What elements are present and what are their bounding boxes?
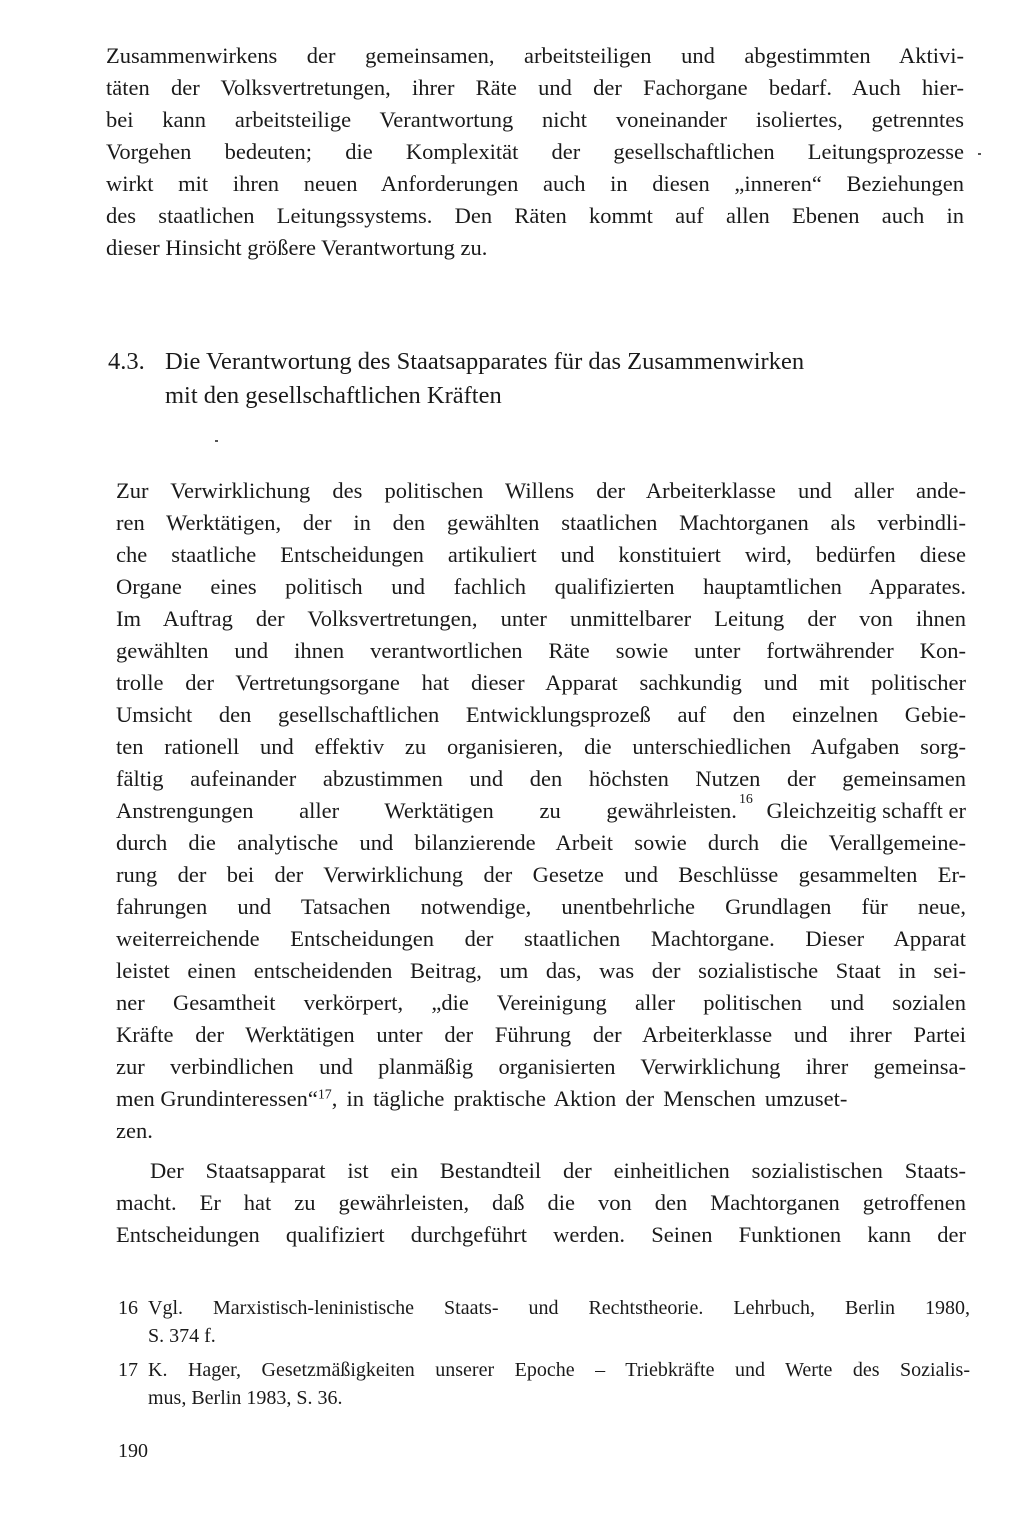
footnote-number: 16 [118,1297,138,1319]
text-line: fahrungen und Tatsachen notwendige, unentbehrliche Grundlagen für neue, [116,894,966,919]
text-line: che staatliche Entscheidungen artikuliert und konstituiert wird, bedürfen diese [116,542,966,567]
text-line: ten rationell und effektiv zu organisieren, die unterschiedlichen Aufgaben sorg- [116,734,966,759]
text-line: Zur Verwirklichung des politischen Willens der Arbeiterklasse und aller ande- [116,478,966,503]
footnote-text: S. 374 f. [148,1325,216,1347]
text-line: Im Auftrag der Volksvertretungen, unter unmittelbarer Leitung der von ihnen [116,606,966,631]
text-line: ner Gesamtheit verkörpert, „die Vereinigung aller politischen und sozialen [116,990,966,1015]
text-line: Vorgehen bedeuten; die Komplexität der gesellschaftlichen Leitungsprozesse [106,139,964,164]
text-line [116,792,966,823]
text-line: Kräfte der Werktätigen unter der Führung der Arbeiterklasse und ihrer Partei [116,1022,966,1047]
page-number: 190 [118,1440,148,1462]
text-line: trolle der Vertretungsorgane hat dieser Apparat sachkundig und mit politischer [116,670,966,695]
text-line: Entscheidungen qualifiziert durchgeführt werden. Seinen Funktionen kann der [116,1222,966,1247]
text-line: Zusammenwirkens der gemeinsamen, arbeitsteiligen und abgestimmten Aktivi- [106,43,964,68]
text-line [116,1088,966,1111]
text-line: Organe eines politisch und fachlich qualifizierten hauptamtlichen Apparates. [116,574,966,599]
footnote-number: 17 [118,1359,138,1381]
footnote-ref-16[interactable]: 16 [738,792,753,807]
text-line: leistet einen entscheidenden Beitrag, um das, was der sozialistische Staat in sei- [116,958,966,983]
text-line: wirkt mit ihren neuen Anforderungen auch in diesen „inneren“ Beziehungen [106,171,964,196]
section-number: 4.3. [108,348,145,375]
text-line: dieser Hinsicht größere Verantwortung zu. [106,235,488,260]
text-line: fältig aufeinander abzustimmen und den höchsten Nutzen der gemeinsamen [116,766,966,791]
section-title-line: mit den gesellschaftlichen Kräften [165,382,502,409]
text-segment [116,792,966,823]
text-line: ren Werktätigen, der in den gewählten staatlichen Machtorganen als verbindli- [116,510,966,535]
text-line: täten der Volksvertretungen, ihrer Räte und der Fachorgane bedarf. Auch hier- [106,75,964,100]
text-run: Gleichzeitig schafft er [760,798,966,823]
scan-speck [215,440,218,442]
footnote-text: mus, Berlin 1983, S. 36. [148,1387,343,1409]
text-line: gewählten und ihnen verantwortlichen Räte sowie unter fortwährender Kon- [116,638,966,663]
scan-speck [978,153,981,155]
text-line: des staatlichen Leitungssystems. Den Räten kommt auf allen Ebenen auch in [106,203,964,228]
footnote-ref-17[interactable]: 17 [317,1087,332,1103]
footnote-text: K. Hager, Gesetzmäßigkeiten unserer Epoche – Triebkräfte und Werte des Sozialis- [148,1359,970,1381]
text-line: zen. [116,1118,153,1143]
text-line: macht. Er hat zu gewährleisten, daß die von den Machtorganen getroffenen [116,1190,966,1215]
text-line: zur verbindlichen und planmäßig organisierten Verwirklichung ihrer gemeinsa- [116,1054,966,1079]
text-line: rung der bei der Verwirklichung der Gesetze und Beschlüsse gesammelten Er- [116,862,966,887]
text-line: Umsicht den gesellschaftlichen Entwicklungsprozeß auf den einzelnen Gebie- [116,702,966,727]
text-run: , in tägliche praktische Aktion der Menschen umzuset- [331,1086,848,1111]
text-line: bei kann arbeitsteilige Verantwortung nicht voneinander isoliertes, getrenntes [106,107,964,132]
text-run: Anstrengungen aller Werktätigen zu gewährleisten. [116,798,737,823]
section-title-line: Die Verantwortung des Staatsapparates für das Zusammenwirken [165,348,805,375]
footnote-text: Vgl. Marxistisch-leninistische Staats- und Rechtstheorie. Lehrbuch, Berlin 1980, [148,1297,970,1319]
text-line: Der Staatsapparat ist ein Bestandteil der einheitlichen sozialistischen Staats- [150,1158,966,1183]
text-line: weiterreichende Entscheidungen der staatlichen Machtorgane. Dieser Apparat [116,926,966,951]
text-line: durch die analytische und bilanzierende Arbeit sowie durch die Verallgemeine- [116,830,966,855]
text-run: men Grundinteressen“ [116,1086,318,1111]
